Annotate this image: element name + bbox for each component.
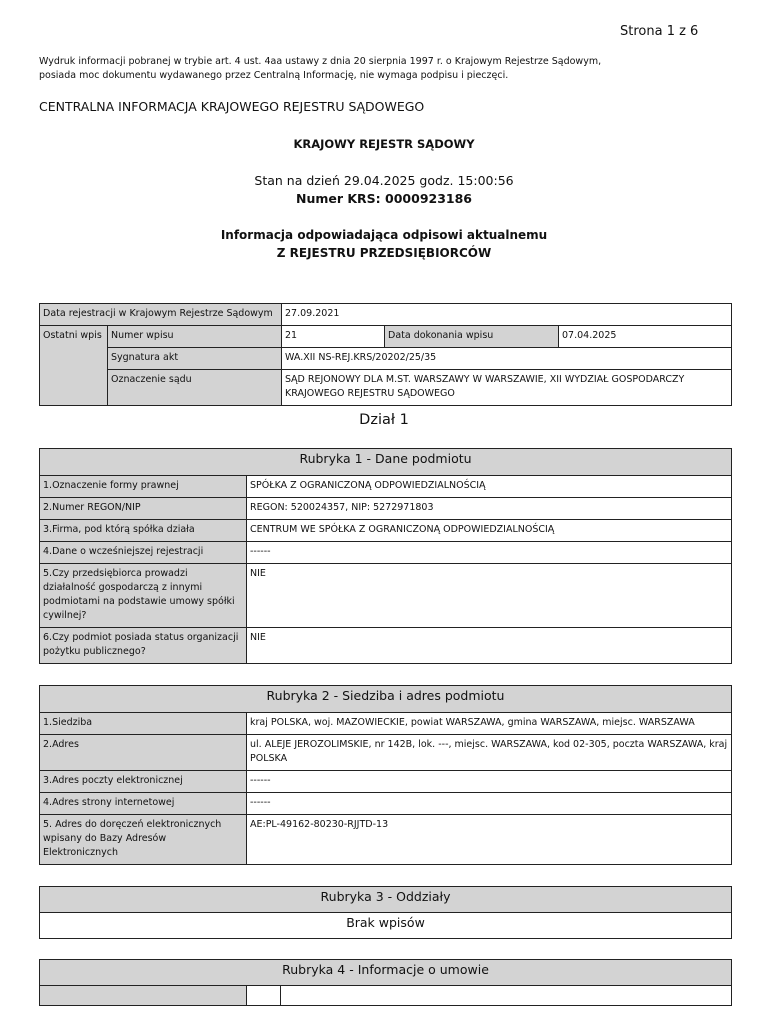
entry-number-label: Numer wpisu [108, 326, 282, 348]
rubryka-1-title: Rubryka 1 - Dane podmiotu [40, 449, 732, 476]
field-value: kraj POLSKA, woj. MAZOWIECKIE, powiat WARSZAWA, gmina WARSZAWA, miejsc. WARSZAWA [247, 713, 732, 735]
field-value [247, 986, 281, 1006]
table-row [40, 520, 732, 542]
field-label: 1.Siedziba [40, 713, 247, 735]
rubryka-2-title: Rubryka 2 - Siedziba i adres podmiotu [40, 686, 732, 713]
field-label [40, 986, 247, 1006]
court-row [40, 370, 732, 406]
field-value: SPÓŁKA Z OGRANICZONĄ ODPOWIEDZIALNOŚCIĄ [247, 476, 732, 498]
krs-number: Numer KRS: 0000923186 [295, 191, 473, 206]
rubryka-4-table [39, 959, 732, 1006]
extract-title-line-2: Z REJESTRU PRZEDSIĘBIORCÓW [276, 246, 492, 260]
field-value: AE:PL-49162-80230-RJJTD-13 [247, 815, 732, 865]
field-label: 4.Adres strony internetowej [40, 793, 247, 815]
last-entry-label: Ostatni wpis [40, 326, 108, 406]
table-row [40, 735, 732, 771]
table-row [40, 498, 732, 520]
entry-date-label: Data dokonania wpisu [385, 326, 559, 348]
table-row [40, 815, 732, 865]
field-label: 6.Czy podmiot posiada status organizacji pożytku publicznego? [40, 628, 247, 664]
rubryka-3-table [39, 886, 732, 939]
extract-title-line-1: Informacja odpowiadająca odpisowi aktualnemu [220, 228, 548, 242]
field-value [281, 986, 732, 1006]
field-label: 2.Numer REGON/NIP [40, 498, 247, 520]
table-row [40, 986, 732, 1006]
rubryka-3-empty-row [40, 913, 732, 939]
rubryka-1-header-row [40, 449, 732, 476]
field-value: ------ [247, 771, 732, 793]
rubryka-2-table [39, 685, 732, 865]
field-label: 1.Oznaczenie formy prawnej [40, 476, 247, 498]
registration-date-value: 27.09.2021 [282, 304, 732, 326]
issuing-organization: CENTRALNA INFORMACJA KRAJOWEGO REJESTRU SĄDOWEGO [39, 99, 425, 114]
rubryka-4-header-row [40, 960, 732, 986]
field-label: 2.Adres [40, 735, 247, 771]
rubryka-3-header-row [40, 887, 732, 913]
table-row [40, 713, 732, 735]
field-value: ------ [247, 793, 732, 815]
entry-number-value: 21 [282, 326, 385, 348]
table-row [40, 793, 732, 815]
court-label: Oznaczenie sądu [108, 370, 282, 406]
field-label: 5.Czy przedsiębiorca prowadzi działalność gospodarczą z innymi podmiotami na podstawie umowy spółki cywilnej? [40, 564, 247, 628]
rubryka-2-header-row [40, 686, 732, 713]
case-signature-row [40, 348, 732, 370]
registration-date-row [40, 304, 732, 326]
field-label: 3.Adres poczty elektronicznej [40, 771, 247, 793]
rubryka-4-title: Rubryka 4 - Informacje o umowie [40, 960, 732, 986]
field-value: CENTRUM WE SPÓŁKA Z OGRANICZONĄ ODPOWIEDZIALNOŚCIĄ [247, 520, 732, 542]
entry-date-value: 07.04.2025 [559, 326, 732, 348]
court-value: SĄD REJONOWY DLA M.ST. WARSZAWY W WARSZAWIE, XII WYDZIAŁ GOSPODARCZY KRAJOWEGO REJESTRU SĄDOWEGO [282, 370, 732, 406]
field-value: ------ [247, 542, 732, 564]
registration-table [39, 303, 732, 406]
table-row [40, 628, 732, 664]
status-date: Stan na dzień 29.04.2025 godz. 15:00:56 [254, 173, 514, 188]
field-value: NIE [247, 628, 732, 664]
disclaimer-line-2: posiada moc dokumentu wydawanego przez Centralną Informację, nie wymaga podpisu i pieczęci. [39, 70, 509, 81]
field-label: 3.Firma, pod którą spółka działa [40, 520, 247, 542]
section-heading: Dział 1 [359, 412, 409, 428]
field-value: REGON: 520024357, NIP: 5272971803 [247, 498, 732, 520]
rubryka-3-title: Rubryka 3 - Oddziały [40, 887, 732, 913]
case-signature-value: WA.XII NS-REJ.KRS/20202/25/35 [282, 348, 732, 370]
field-value: NIE [247, 564, 732, 628]
table-row [40, 771, 732, 793]
registration-date-label: Data rejestracji w Krajowym Rejestrze Sądowym [40, 304, 282, 326]
legal-disclaimer [39, 55, 659, 83]
field-value: ul. ALEJE JEROZOLIMSKIE, nr 142B, lok. ---, miejsc. WARSZAWA, kod 02-305, poczta WARSZAWA, kraj POLSKA [247, 735, 732, 771]
disclaimer-line-1: Wydruk informacji pobranej w trybie art. 4 ust. 4aa ustawy z dnia 20 sierpnia 1997 r. o Krajowym Rejestrze Sądowym, [39, 56, 602, 67]
field-label: 5. Adres do doręczeń elektronicznych wpisany do Bazy Adresów Elektronicznych [40, 815, 247, 865]
table-row [40, 542, 732, 564]
entry-number-row [40, 326, 732, 348]
registry-title: KRAJOWY REJESTR SĄDOWY [293, 137, 475, 151]
table-row [40, 564, 732, 628]
page-number: Strona 1 z 6 [620, 24, 699, 39]
no-entries-text: Brak wpisów [40, 913, 732, 939]
table-row [40, 476, 732, 498]
rubryka-1-table [39, 448, 732, 664]
case-signature-label: Sygnatura akt [108, 348, 282, 370]
field-label: 4.Dane o wcześniejszej rejestracji [40, 542, 247, 564]
